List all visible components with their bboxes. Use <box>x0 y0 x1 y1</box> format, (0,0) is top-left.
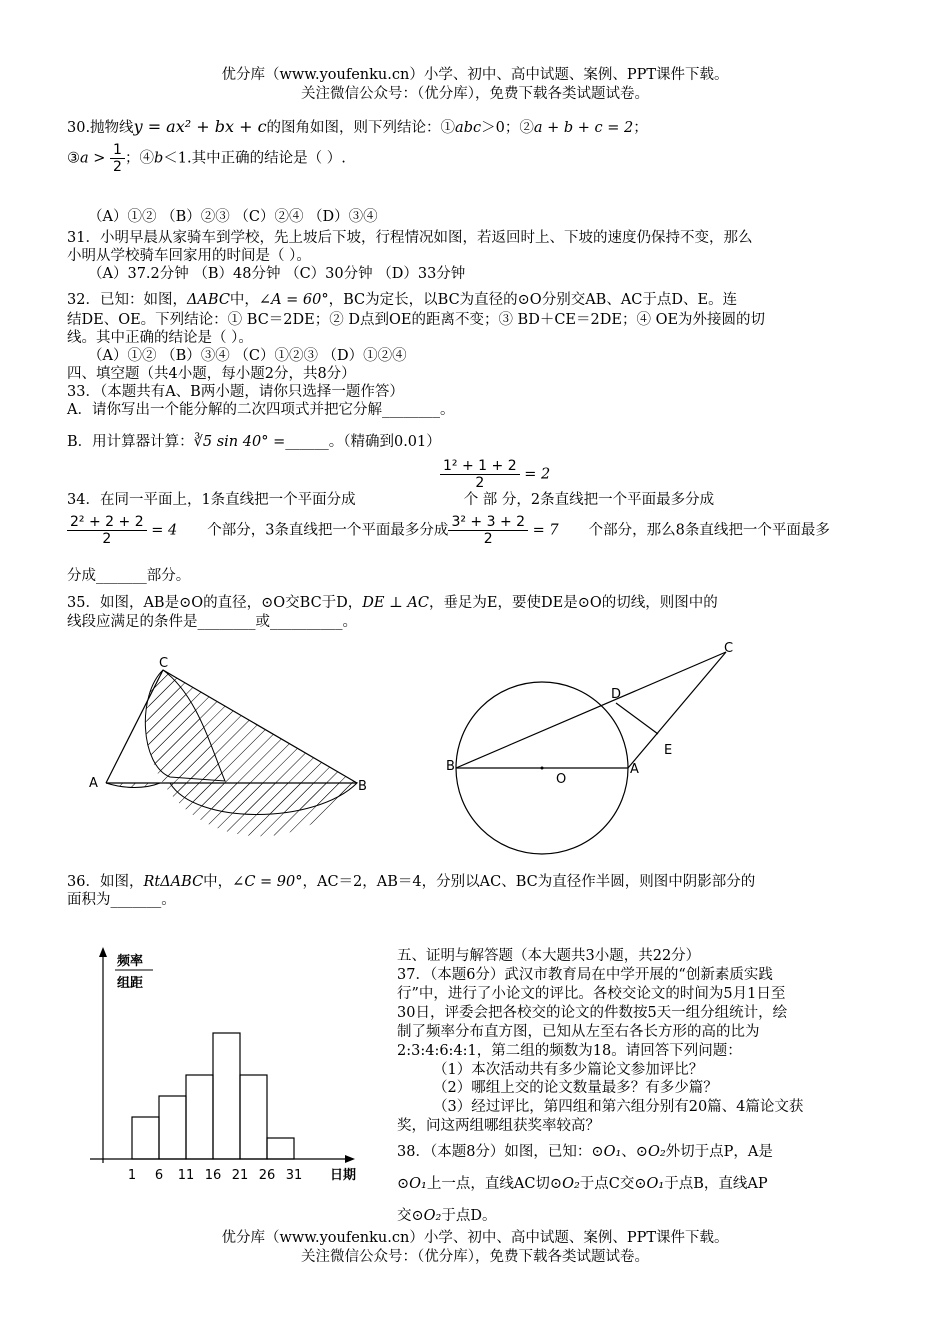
q38-line-2: ⊙O₁上一点，直线AC切⊙O₂于点C交⊙O₁于点B，直线AP <box>397 1176 768 1192</box>
x-tick-label: 21 <box>231 1168 249 1183</box>
q37-line-5: 2:3:4:6:4:1，第二组的频数为18。请回答下列问题： <box>397 1043 742 1059</box>
label-d: D <box>611 687 622 702</box>
figure-q36 <box>85 655 385 835</box>
histogram-bar <box>186 1075 213 1159</box>
q32-line-2: 结DE、OE。下列结论：① BC＝2DE；② D点到OE的距离不变；③ BD＋CE＝2DE；④ OE为外接圆的切 <box>67 312 766 328</box>
histogram-bar <box>159 1096 186 1159</box>
q38-line-3: 交⊙O₂于点D。 <box>397 1208 497 1224</box>
x-tick-label: 31 <box>285 1168 303 1183</box>
q37-sub-1: （1）本次活动共有多少篇论文参加评比？ <box>433 1062 704 1078</box>
q32-line-3: 线。其中正确的结论是（ ）。 <box>67 330 253 346</box>
label-c: C <box>724 641 734 656</box>
q37-line-1: 37．（本题6分）武汉市教育局在中学开展的“创新素质实践 <box>397 967 773 983</box>
header-line-1: 优分库（www.youfenku.cn）小学、初中、高中试题、案例、PPT课件下载。 <box>221 67 729 83</box>
label-o: O <box>556 772 567 787</box>
histogram-bar <box>240 1075 267 1159</box>
header-line-2: 关注微信公众号：（优分库），免费下载各类试题试卷。 <box>301 86 649 102</box>
histogram-bar <box>213 1033 240 1159</box>
q33-a: A．请你写出一个能分解的二次四项式并把它分解________。 <box>67 402 455 418</box>
x-tick-label: 11 <box>177 1168 195 1183</box>
q30-options: （A）①② （B）②③ （C）②④ （D）③④ <box>88 209 378 225</box>
q37-line-4: 制了频率分布直方图，已知从左至右各长方形的高的比为 <box>397 1024 760 1040</box>
q35-line-2: 线段应满足的条件是________或__________。 <box>67 614 357 630</box>
y-label-top: 频率 <box>117 954 144 969</box>
figure-q35 <box>446 640 752 840</box>
section-4-title: 四、填空题（共4小题，每小题2分，共8分） <box>67 366 356 382</box>
q36-line-2: 面积为_______。 <box>67 892 176 908</box>
q32-options: （A）①② （B）③④ （C）①②③ （D）①②④ <box>88 348 407 364</box>
label-c: C <box>159 656 169 671</box>
x-label: 日期 <box>330 1168 357 1183</box>
q31-options: （A）37.2分钟 （B）48分钟 （C）30分钟 （D）33分钟 <box>88 266 466 282</box>
q38-line-1: 38．（本题8分）如图，已知：⊙O₁、⊙O₂外切于点P，A是 <box>397 1144 773 1160</box>
q34-line-3: 分成_______部分。 <box>67 568 191 584</box>
label-b: B <box>358 779 367 794</box>
q32-line-1: 32．已知：如图，ΔABC中，∠A = 60°，BC为定长，以BC为直径的⊙O分别交AB、AC于点D、E。连 <box>67 292 738 308</box>
q33-intro: 33．（本题共有A、B两小题，请你只选择一题作答） <box>67 384 404 400</box>
q34-line-2: $\frac{\text{2² + 2 + 2}}{2}$ = 4 个部分，3条直线把一个平面最多分成 $\frac{\text{3² + 3 + 2}}{2}$ = 7 个部分，那么8条直线把一个平面最多 <box>67 514 860 547</box>
q36-line-1: 36．如图，RtΔABC中，∠C = 90°，AC＝2，AB＝4，分别以AC、BC为直径作半圆，则图中阴影部分的 <box>67 874 756 890</box>
q34-fraction-1: $\frac{\text{1² + 1 + 2}}{2}$ = 2 <box>440 458 860 491</box>
label-e: E <box>664 743 673 758</box>
x-tick-label: 26 <box>258 1168 276 1183</box>
y-label-bottom: 组距 <box>117 976 144 991</box>
q37-sub-3: （3）经过评比，第四组和第六组分别有20篇、4篇论文获 <box>433 1099 804 1115</box>
q35-line-1: 35．如图，AB是⊙O的直径，⊙O交BC于D，DE ⊥ AC，垂足为E，要使DE是⊙O的切线，则图中的 <box>67 595 718 611</box>
q37-sub-3b: 奖，问这两组哪组获奖率较高？ <box>397 1118 600 1134</box>
x-tick-label: 6 <box>154 1168 164 1183</box>
q34-line-1: 34．在同一平面上，1条直线把一个平面分成 个 部 分，2条直线把一个平面最多分成 <box>67 492 715 508</box>
label-b: B <box>446 759 455 774</box>
section-5-title: 五、证明与解答题（本大题共3小题，共22分） <box>397 948 701 964</box>
footer-line-1: 优分库（www.youfenku.cn）小学、初中、高中试题、案例、PPT课件下载。 <box>221 1230 729 1246</box>
q33-b: B．用计算器计算：∛5 sin 40° =______。（精确到0.01） <box>67 434 441 450</box>
histogram-bar <box>132 1117 159 1159</box>
label-a: A <box>630 762 639 777</box>
x-tick-label: 16 <box>204 1168 222 1183</box>
q31-line-1: 31．小明早晨从家骑车到学校，先上坡后下坡，行程情况如图，若返回时上、下坡的速度仍保持不变，那么 <box>67 230 753 246</box>
q37-line-2: 行”中，进行了小论文的评比。各校交论文的时间为5月1日至 <box>397 986 786 1002</box>
histogram-chart <box>85 945 385 1185</box>
x-tick-label: 1 <box>127 1168 137 1183</box>
label-a: A <box>89 776 98 791</box>
footer-line-2: 关注微信公众号：（优分库），免费下载各类试题试卷。 <box>301 1249 649 1265</box>
q30-line-1: 30.抛物线y = ax² + bx + c的图角如图，则下列结论：①abc＞0；②a + b + c = 2； <box>67 117 648 136</box>
q30-line-2: ③a > $\frac{1}{2}$ ；④b＜1.其中正确的结论是（ ）. <box>67 142 346 175</box>
q31-line-2: 小明从学校骑车回家用的时间是（ ）。 <box>67 248 311 264</box>
q37-sub-2: （2）哪组上交的论文数量最多？有多少篇？ <box>433 1080 718 1096</box>
q37-line-3: 30日，评委会把各校交的论文的件数按5天一组分组统计，绘 <box>397 1005 788 1021</box>
histogram-bar <box>267 1138 294 1159</box>
